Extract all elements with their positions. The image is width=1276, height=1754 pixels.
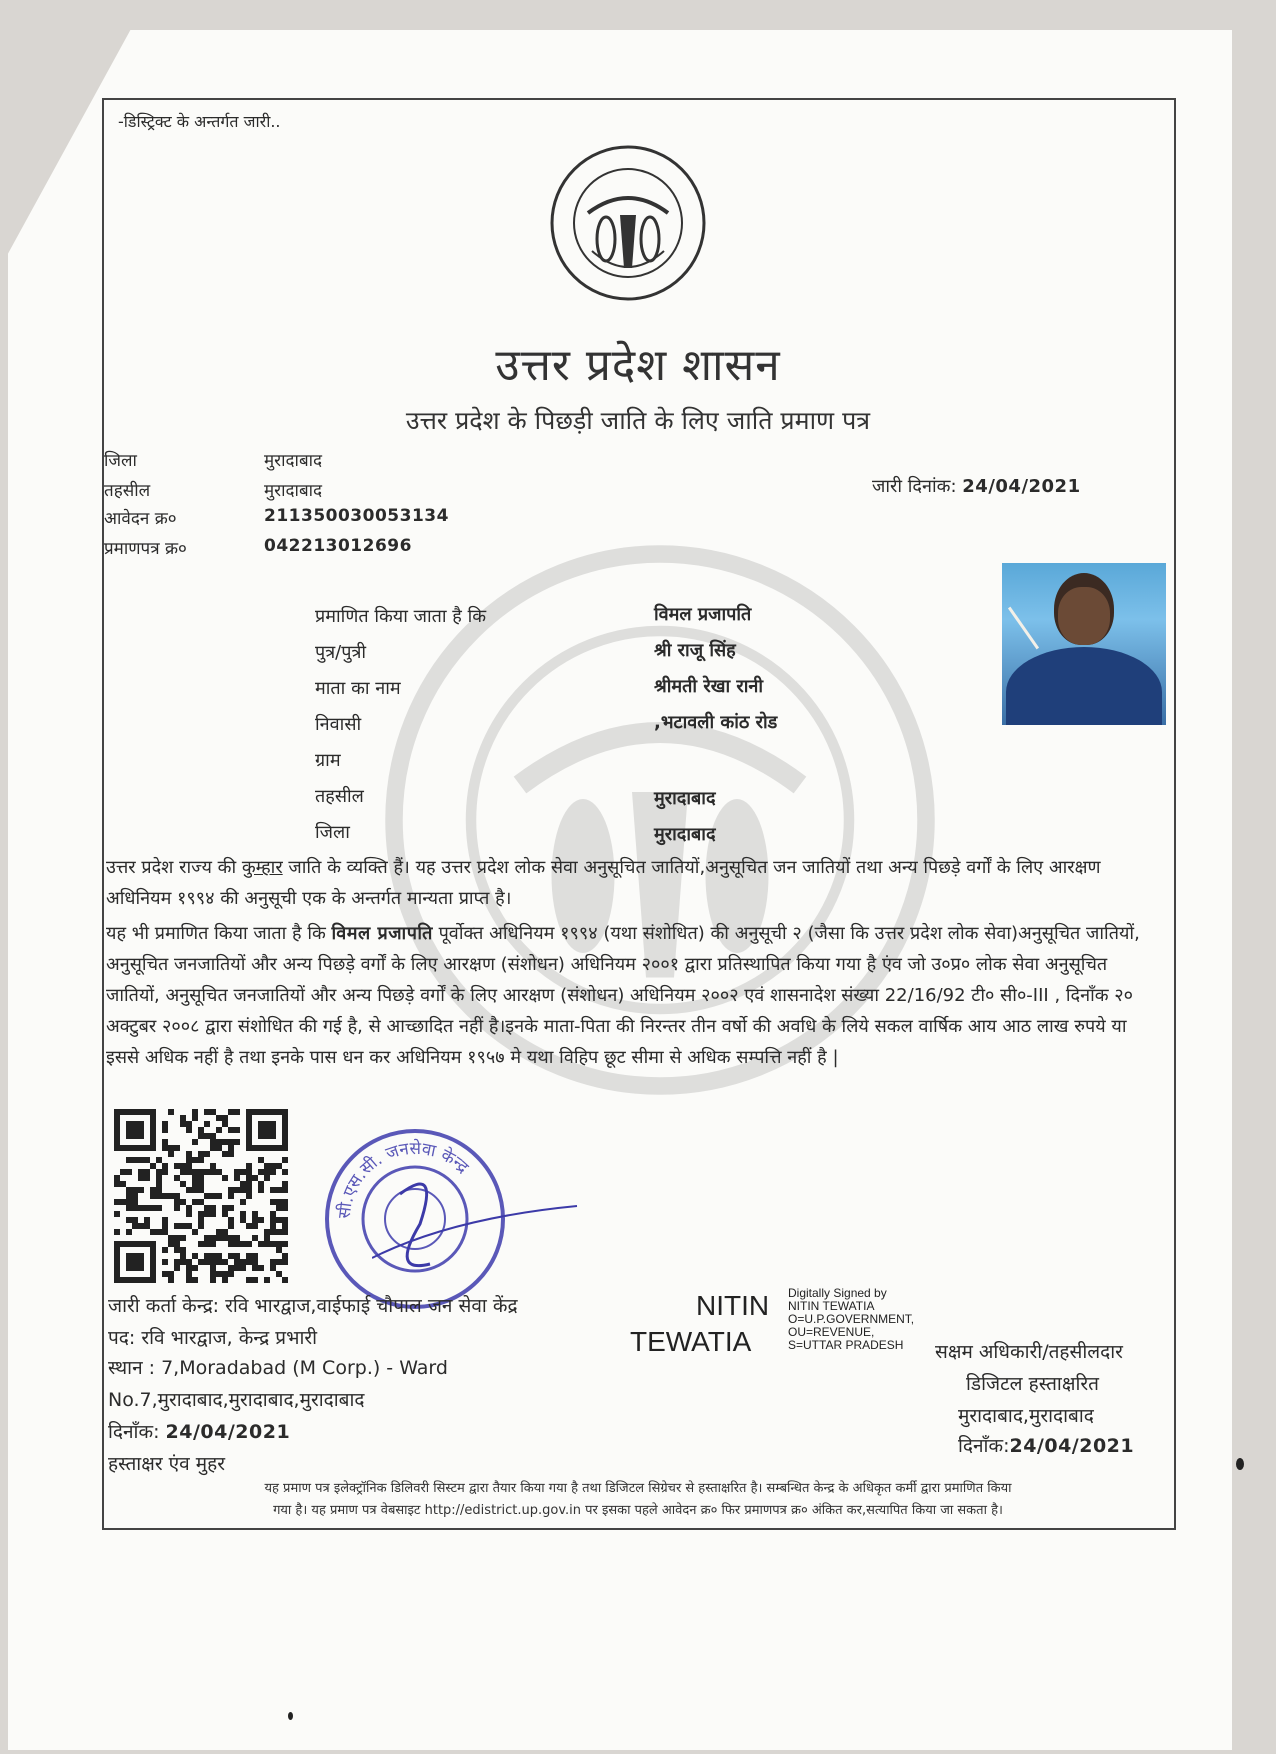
certification-text-1: यह भी प्रमाणित किया जाता है कि [106,923,332,944]
resident-label: निवासी [315,714,362,735]
certified-label: प्रमाणित किया जाता है कि [315,606,487,627]
dsig-line-5: S=UTTAR PRADESH [788,1338,904,1352]
certificate-title: उत्तर प्रदेश शासन [495,340,781,391]
certificate-subtitle: उत्तर प्रदेश के पिछड़ी जाति के लिए जाति प्रमाण पत्र [405,406,871,435]
details-district-label: जिला [315,822,350,843]
details-district-value: मुरादाबाद [654,824,716,845]
paper-speck [1236,1458,1244,1470]
issuer-date-value: 24/04/2021 [165,1421,291,1443]
applicant-photo [1002,563,1166,725]
issuer-post: पद: रवि भारद्वाज, केन्द्र प्रभारी [108,1327,318,1349]
svg-text:सी.एस.सी. जनसेवा केन्द्र: सी.एस.सी. जनसेवा केन्द्र [334,1138,473,1220]
issuer-date-label: दिनाँक: [108,1421,160,1443]
authority-date [958,1432,1134,1458]
footer-note [112,1478,1164,1522]
authority-title: सक्षम अधिकारी/तहसीलदार [935,1341,1123,1363]
details-tehsil-value: मुरादाबाद [654,788,716,809]
village-label: ग्राम [315,750,341,771]
issue-date [872,474,1081,498]
son-label: पुत्र/पुत्री [315,642,367,663]
authority-date-value: 24/04/2021 [1009,1435,1135,1457]
header-note: -डिस्ट्रिक्ट के अन्तर्गत जारी.. [118,112,281,131]
issue-date-value: 24/04/2021 [962,476,1081,497]
mother-value: श्रीमती रेखा रानी [654,676,764,697]
signer-first-name: NITIN [696,1290,770,1321]
up-government-emblem [548,143,708,303]
footer-line-1: यह प्रमाण पत्र इलेक्ट्रॉनिक डिलिवरी सिस्टम द्वारा तैयार किया गया है तथा डिजिटल सिग्रेचर से हस्ताक्षरित है। सम्बन्धित केन्द्र के अधिकृत कर्मी द्वारा प्रमाणित किया [264,1481,1012,1496]
meta-certificate-label: प्रमाणपत्र क्र० [104,539,187,559]
dsig-line-4: OU=REVENUE, [788,1325,875,1339]
meta-tehsil-label: तहसील [104,481,151,501]
authority-date-label: दिनाँक: [958,1435,1010,1457]
meta-certificate-value: 042213012696 [264,536,412,556]
signer-last-name: TEWATIA [630,1326,752,1357]
dsig-line-2: NITIN TEWATIA [788,1299,875,1313]
caste-paragraph-text-2: जाति के व्यक्ति हैं। यह उत्तर प्रदेश लोक सेवा अनुसूचित जातियों,अनुसूचित जन जातियों तथा अन्य पिछड़े वर्गों के लिए आरक्षण अधिनियम १९९४ की अनुसूची एक के अन्तर्गत मान्यता प्राप्त है। [106,857,1101,909]
signature-stroke [372,1198,582,1268]
certification-paragraph [106,918,1164,1073]
caste-paragraph [106,852,1164,914]
issuer-place-line-2: No.7,मुरादाबाद,मुरादाबाद,मुरादाबाद [108,1389,365,1411]
applicant-name: विमल प्रजापति [331,923,433,944]
meta-application-value: 211350030053134 [264,506,449,526]
meta-district-label: जिला [104,451,137,471]
authority-place: मुरादाबाद,मुरादाबाद [958,1405,1094,1427]
paper-speck [288,1712,293,1720]
meta-application-label: आवेदन क्र० [104,509,177,529]
certification-text-2: पूर्वोक्त अधिनियम १९९४ (यथा संशोधित) की अनुसूची २ (जैसा कि उत्तर प्रदेश लोक सेवा)अनुसूचित जातियों, अनुसूचित जनजातियों और अन्य पिछड़े वर्गों के लिए आरक्षण (संशोधन) अधिनियम २००१ द्वारा प्रतिस्थापित किया गया है एंव जो उ०प्र० लोक सेवा अनुसूचित जातियों, अनुसूचित जनजातियों और अन्य पिछड़े वर्गों के लिए आरक्षण (संशोधन) अधिनियम २००२ एवं शासनादेश संख्या 22/16/92 टी० सी०-III , दिनाँक २० अक्टुबर २००८ द्वारा संशोधित की गई है, से आच्छादित नहीं है।इनके माता-पिता की निरन्तर तीन वर्षो की अवधि के लिये सकल वार्षिक आय आठ लाख रुपये या इससे अधिक नहीं है तथा इनके पास धन कर अधिनियम १९५७ मे यथा विहिप छूट सीमा से अधिक सम्पत्ति नहीं है | [106,923,1140,1068]
issuer-place-line-1: स्थान : 7,Moradabad (M Corp.) - Ward [108,1357,448,1379]
dsig-line-1: Digitally Signed by [788,1286,887,1300]
caste-paragraph-text-1: उत्तर प्रदेश राज्य की [106,857,242,878]
digital-signature-details [788,1287,914,1352]
dsig-line-3: O=U.P.GOVERNMENT, [788,1312,915,1326]
issuing-centre: जारी कर्ता केन्द्र: रवि भारद्वाज,वाईफाई चौपाल जन सेवा केंद्र [108,1295,518,1317]
issuer-date [108,1418,290,1444]
meta-tehsil-value: मुरादाबाद [264,481,323,501]
meta-district-value: मुरादाबाद [264,451,323,471]
caste-name: कुम्हार [241,857,283,878]
mother-label: माता का नाम [315,678,401,699]
details-tehsil-label: तहसील [315,786,364,807]
son-value: श्री राजू सिंह [654,640,736,661]
authority-digital-signed: डिजिटल हस्ताक्षरित [966,1373,1099,1395]
resident-value: ,भटावली कांठ रोड [654,712,778,733]
certified-value: विमल प्रजापति [654,604,752,625]
issue-date-label: जारी दिनांक: [872,476,957,497]
signature-and-seal-label: हस्ताक्षर एंव मुहर [108,1453,225,1475]
footer-line-2: गया है। यह प्रमाण पत्र वेबसाइट http://edistrict.up.gov.in पर इसका पहले आवेदन क्र० फिर प्रमाणपत्र क्र० अंकित कर,सत्यापित किया जा सकता है। [273,1503,1003,1518]
qr-code [114,1109,288,1283]
